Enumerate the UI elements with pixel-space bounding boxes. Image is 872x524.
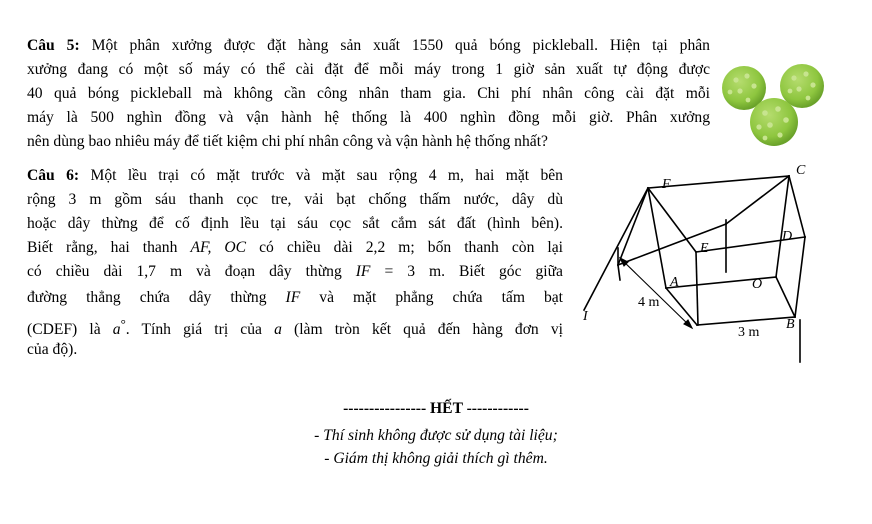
question-5 (27, 34, 710, 154)
label-a: A (670, 275, 679, 290)
label-c: C (796, 163, 806, 178)
q6-label: Câu 6: (27, 167, 80, 184)
q5-label: Câu 5: (27, 37, 80, 54)
q6-line-1: Câu 6: Một lều trại có mặt trước và mặt sau rộng 4 m, hai mặt bên (27, 167, 563, 184)
pickleball-ball-icon (750, 98, 798, 146)
q6-line-3: hoặc dây thừng để cố định lều tại sáu cọc sắt cắm sát đất (hình bên). (27, 215, 563, 232)
q6-line-2: rộng 3 m gồm sáu thanh cọc tre, vải bạt chống thấm nước, dây dù (27, 191, 563, 208)
tarp-edge-c-d (789, 176, 805, 237)
label-i: I (583, 309, 588, 324)
label-b: B (786, 317, 795, 332)
q6-line-8: của độ). (27, 341, 78, 358)
dim-4m-label: 4 m (638, 295, 660, 310)
q5-line-1: Câu 5: Một phân xưởng được đặt hàng sản xuất 1550 quả bóng pickleball. Hiện tại phân (27, 37, 710, 54)
pickleball-balls-image (718, 60, 830, 150)
ground-od (776, 277, 795, 317)
label-e: E (700, 241, 709, 256)
pole-af (648, 188, 666, 288)
q6-line-7: (CDEF) là a°. Tính giá trị của a (làm tròn kết quả đến hàng đơn vị (27, 316, 563, 339)
pickleball-ball-icon (780, 64, 824, 108)
end-marker: ---------------- HẾT ------------ (343, 400, 529, 417)
q5-line-2: xưởng đang có một số máy có thể cài đặt để mỗi máy trong 1 giờ sản xuất tự động được (27, 61, 710, 78)
footer-note-1: - Thí sinh không được sử dụng tài liệu; (314, 427, 558, 444)
pole-oc (776, 176, 789, 277)
q6-line-6: đường thẳng chứa dây thừng IF và mặt phẳng chứa tấm bạt (27, 289, 564, 306)
label-f: F (662, 177, 671, 192)
tarp-edge-c-left (726, 176, 789, 224)
q6-line-5: có chiều dài 1,7 m và đoạn dây thừng IF = 3 m. Biết góc giữa (27, 263, 563, 280)
label-o: O (752, 277, 763, 292)
question-6 (27, 164, 563, 364)
pole-e (696, 252, 698, 325)
frame-top-back (618, 224, 726, 265)
dim-3m-label: 3 m (738, 325, 760, 340)
dim-4m-line (620, 258, 692, 328)
q5-line-4: máy là 500 nghìn đồng và vận hành hệ thống là 400 nghìn đồng mỗi giờ. Phân xưởng (27, 109, 710, 126)
footer-note-2: - Giám thị không giải thích gì thêm. (324, 450, 548, 467)
ground-bd (697, 317, 795, 325)
tarp-edge-f-e (648, 188, 696, 252)
pole-d (795, 237, 805, 317)
q5-line-5: nên dùng bao nhiêu máy để tiết kiệm chi phí nhân công và vận hành hệ thống nhất? (27, 133, 548, 150)
q5-line-3: 40 quả bóng pickleball mà không cần công nhân tham gia. Chi phí nhân công cài đặt mỗi (27, 85, 710, 102)
tent-figure (570, 160, 820, 370)
tarp-edge-f-left (618, 188, 648, 265)
pole-back-left (618, 265, 620, 280)
q6-line-4: Biết rằng, hai thanh AF, OC có chiều dài 2,2 m; bốn thanh còn lại (27, 239, 564, 256)
rope-if (584, 188, 648, 310)
label-d: D (782, 229, 793, 244)
